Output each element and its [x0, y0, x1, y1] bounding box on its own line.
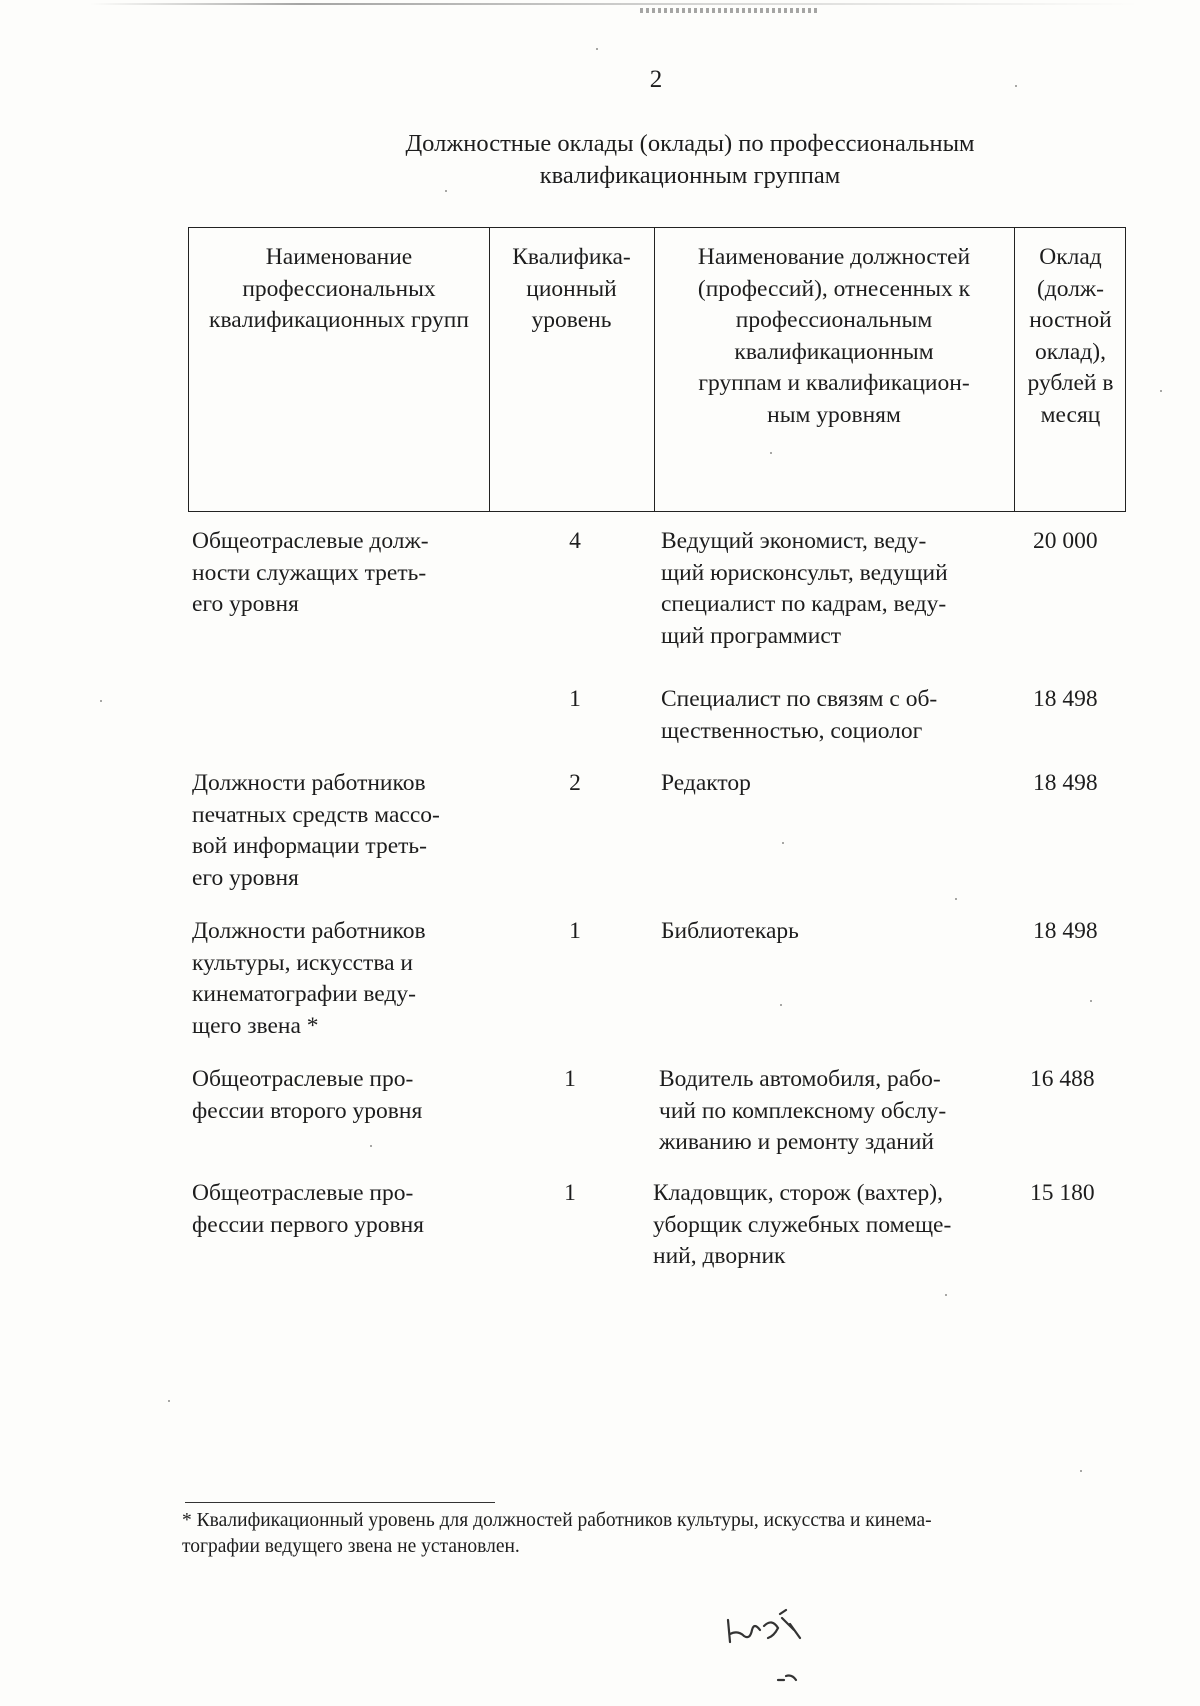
cell-line: его уровня [192, 864, 299, 891]
scan-speck [1080, 1470, 1082, 1472]
header-line: оклад), [1035, 338, 1106, 365]
row-level: 1 [569, 686, 581, 712]
title-line: квалификационным группам [539, 162, 841, 189]
cell-line: щественностью, социолог [661, 717, 923, 744]
cell-line: культуры, искусства и [192, 949, 413, 976]
cell-line: Библиотекарь [661, 918, 799, 944]
page-title [340, 128, 1040, 192]
row-group-name [192, 526, 492, 621]
header-line: группам и квалификацион- [698, 370, 970, 396]
row-positions [653, 1178, 1023, 1273]
cell-line: щего звена * [192, 1012, 319, 1039]
row-group-name [192, 916, 492, 1042]
header-line: профессиональных [242, 275, 436, 302]
header-line: ционный [526, 275, 617, 302]
row-level: 1 [564, 1066, 576, 1092]
row-positions [661, 916, 1031, 948]
header-line: уровень [531, 307, 612, 333]
row-level: 2 [569, 770, 581, 796]
cell-line: Водитель автомобиля, рабо- [659, 1066, 941, 1092]
header-line: месяц [1040, 401, 1101, 428]
scan-speck [168, 1400, 170, 1402]
header-salary [1014, 242, 1127, 431]
header-line: рублей в [1027, 370, 1114, 396]
header-line: Квалифика- [512, 244, 631, 270]
cell-line: Общеотраслевые про- [192, 1180, 414, 1206]
scan-speck [100, 700, 102, 702]
row-group-name [192, 768, 492, 894]
row-level: 1 [564, 1180, 576, 1206]
cell-line: Специалист по связям с об- [661, 686, 938, 712]
title-line: Должностные оклады (оклады) по профессиональным [405, 130, 975, 157]
header-line: (долж- [1036, 275, 1104, 302]
scan-speck [1160, 390, 1162, 392]
scan-speck [370, 1145, 372, 1147]
row-salary: 18 498 [1033, 686, 1098, 712]
row-group-name [192, 1064, 492, 1127]
scan-speck [445, 190, 447, 192]
header-line: Оклад [1039, 244, 1102, 270]
cell-line: ности служащих треть- [192, 559, 427, 586]
cell-line: чий по комплексному обслу- [659, 1097, 947, 1124]
cell-line: специалист по кадрам, веду- [661, 591, 947, 617]
row-salary: 15 180 [1030, 1180, 1095, 1206]
header-line: ностной [1029, 307, 1112, 333]
footnote-divider [185, 1502, 495, 1503]
row-positions [659, 1064, 1029, 1159]
cell-line: Кладовщик, сторож (вахтер), [653, 1180, 943, 1206]
row-positions [661, 526, 1031, 652]
header-line: Наименование [265, 244, 413, 270]
row-level: 1 [569, 918, 581, 944]
cell-line: кинематографии веду- [192, 981, 416, 1007]
scan-speck [1015, 85, 1017, 87]
header-line: ным уровням [767, 401, 901, 428]
header-positions [654, 242, 1014, 431]
cell-line: Общеотраслевые про- [192, 1066, 414, 1092]
header-level [489, 242, 654, 337]
header-group-name [189, 242, 489, 337]
row-salary: 20 000 [1033, 528, 1098, 554]
footnote-line: * Квалификационный уровень для должностей работников культуры, искусства и кинема- [182, 1510, 932, 1531]
scan-speck [770, 452, 772, 454]
cell-line: живанию и ремонту зданий [659, 1129, 935, 1155]
footnote-line: тографии ведущего звена не установлен. [182, 1536, 520, 1557]
row-salary: 18 498 [1033, 770, 1098, 796]
cell-line: фессии второго уровня [192, 1097, 423, 1124]
scan-speck [945, 1294, 947, 1296]
header-line: Наименование должностей [697, 244, 971, 270]
scan-speck [955, 898, 957, 900]
cell-line: Общеотраслевые долж- [192, 528, 429, 554]
row-group-name [192, 1178, 492, 1241]
header-line: (профессий), отнесенных к [697, 275, 971, 302]
scan-speck [780, 1004, 782, 1006]
row-salary: 16 488 [1030, 1066, 1095, 1092]
scan-speck [596, 48, 598, 50]
row-salary: 18 498 [1033, 918, 1098, 944]
signature-scribble-icon [720, 1600, 840, 1690]
scan-speck [1090, 1000, 1092, 1002]
cell-line: фессии первого уровня [192, 1211, 424, 1238]
cell-line: уборщик служебных помеще- [653, 1211, 952, 1238]
cell-line: печатных средств массо- [192, 801, 440, 828]
cell-line: вой информации треть- [192, 833, 427, 859]
cell-line: Должности работников [192, 770, 426, 796]
header-line: квалификационных групп [209, 307, 469, 333]
cell-line: щий юрисконсульт, ведущий [661, 559, 948, 586]
cell-line: щий программист [661, 622, 842, 649]
row-level: 4 [569, 528, 581, 554]
row-positions [661, 684, 1031, 747]
scan-noise-artifact [640, 8, 820, 13]
footnote [182, 1508, 1132, 1560]
cell-line: Ведущий экономист, веду- [661, 528, 927, 554]
table-header [188, 227, 1126, 512]
page-number: 2 [649, 66, 663, 93]
scan-edge-artifact [90, 3, 1140, 5]
cell-line: ний, дворник [653, 1243, 786, 1269]
header-line: квалификационным [734, 338, 934, 365]
row-positions [661, 768, 1031, 800]
cell-line: Редактор [661, 770, 751, 796]
scan-speck [782, 842, 784, 844]
cell-line: его уровня [192, 591, 299, 617]
cell-line: Должности работников [192, 918, 426, 944]
header-line: профессиональным [735, 307, 933, 333]
